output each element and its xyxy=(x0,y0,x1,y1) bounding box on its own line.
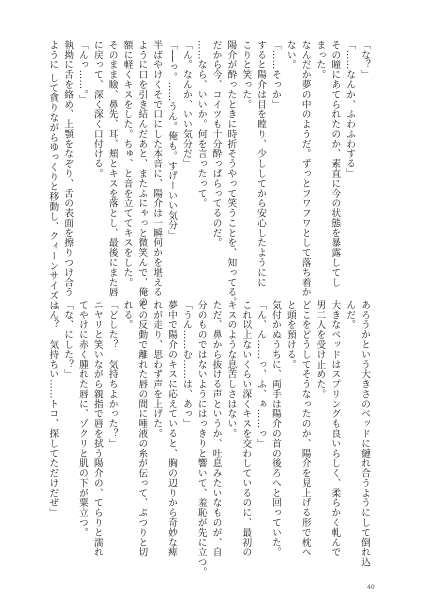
upper-line: すると陽介は目を瞠り、少ししてから安心したようにに xyxy=(255,40,267,288)
lower-line: んだ。 xyxy=(344,300,356,330)
upper-line: ……なら、いいか。何を言ったって。 xyxy=(195,40,207,209)
lower-line: 「な、にした？」 xyxy=(62,300,74,380)
upper-line: だから今、コイツも十分酔っぱらってるのだ。 xyxy=(210,40,222,248)
upper-line: 「……そっか」 xyxy=(269,40,281,110)
lower-line: 大きなベッドはスプリングも良いらしく、柔らかく軋んで xyxy=(329,300,341,558)
upper-line: 「んっ……。」 xyxy=(76,40,88,105)
lower-line: これ以上ないくらい深くキスを交わしているのに、最初の xyxy=(240,300,252,558)
lower-text-block xyxy=(44,300,371,577)
lower-line: その反動で離れた唇の間に唾液の糸が伝って、ぷつりと切 xyxy=(136,300,148,558)
upper-line: その瞳にあてられたのか、素直に今の状態を暴露してし xyxy=(329,40,341,288)
page-number: 40 xyxy=(367,584,375,591)
lower-line: 分のものではないようにはっきりと響いて、羞恥が先に立つ。 xyxy=(195,300,207,577)
lower-line: れる。 xyxy=(121,300,133,330)
upper-line: に戻って、深く深く口付ける。 xyxy=(91,40,103,179)
upper-line: なんだか夢の中のようだ。ずっとフワフワとして落ち着か xyxy=(299,40,311,298)
upper-line: 半ばやけくそで口にした本音に、陽介は一瞬何かを堪える xyxy=(151,40,163,298)
upper-line: 額に軽くキスをした。ちゅ、と音を立ててキスをした。 xyxy=(121,40,133,288)
lower-line: てやけに赤く腫れた唇に、ゾクリと肌の下が粟立つ。 xyxy=(76,300,88,538)
upper-text-block xyxy=(44,40,371,311)
upper-line: 「──っ。……うん。俺も。すげーいい気分」 xyxy=(166,40,178,240)
lower-line: どこをどうしてそうなったのか、陽介を見上げる形で枕へ xyxy=(299,300,311,558)
upper-line: ように口を引き結んだあと、またふにゃっと微笑んで、俺の xyxy=(136,40,148,307)
upper-line: 陽介が酔ったときに時折そうやって笑うことを、知ってる。 xyxy=(225,40,237,307)
upper-line: ように して貪りながらゆっくりと移動し、クィーンサイズは xyxy=(47,40,59,311)
upper-line: ない。 xyxy=(284,40,296,70)
upper-line: 執拗に舌を絡め、上顎をなぞり、舌の表面を擦りつけ合う xyxy=(62,40,74,298)
lower-line: 男二人を受け止めた。 xyxy=(314,300,326,399)
lower-line: 夢中で陽介のキスに応えていると、胸の辺りから奇妙な痺 xyxy=(166,300,178,558)
upper-line: まった。 xyxy=(314,40,326,80)
lower-line: と頭を預ける。 xyxy=(284,300,296,370)
lower-line: あろうかという大きさのベッドに縺れ合うようにして倒れ込 xyxy=(359,300,370,567)
lower-line: 気付かぬうちに、両手は陽介の首の後ろへと回っていた。 xyxy=(269,300,281,558)
upper-line: 「ん。なんか、いい気分だ」 xyxy=(180,40,192,169)
lower-line: ただ、鼻から抜ける声というか、吐息みたいなものが、自 xyxy=(210,300,222,558)
lower-line: キスのような息苦しさはない。 xyxy=(225,300,237,439)
lower-line: 「どした？ 気持ちよかった？」 xyxy=(106,300,118,449)
upper-line: そのまま瞼、鼻先、耳、頬とキスを落とし、最後にまた唇 xyxy=(106,40,118,298)
lower-line: 「うん……む……は、あっ」 xyxy=(180,300,192,429)
upper-line: 「な？」 xyxy=(359,40,370,80)
lower-line: れが走り、思わず声を上げた。 xyxy=(151,300,163,439)
upper-line: 「……なんか、ふわふわする」 xyxy=(344,40,356,179)
lower-line: 「ん？ 気持ちい……トコ、探してただけだぜ」 xyxy=(47,300,59,518)
lower-line: ニヤリと笑いながら親指で唇を拭う陽介の、てらりと濡れ xyxy=(91,300,103,558)
lower-line: 「ん、ん……っ、ふ、ぁ……っ」 xyxy=(255,300,267,449)
upper-line: こりと笑った。 xyxy=(240,40,252,110)
